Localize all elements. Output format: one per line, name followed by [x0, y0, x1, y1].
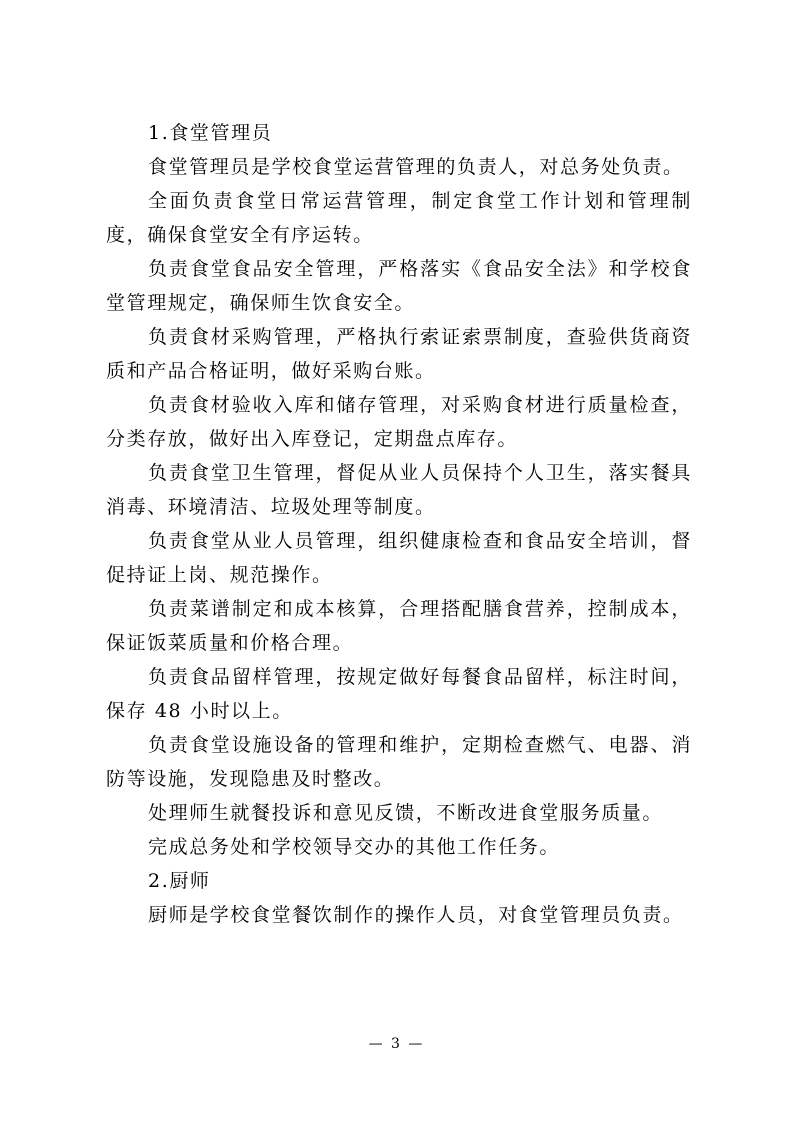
paragraph: 处理师生就餐投诉和意见反馈，不断改进食堂服务质量。 [148, 802, 664, 824]
paragraph: 负责食堂卫生管理，督促从业人员保持个人卫生，落实餐具消毒、环境清洁、垃圾处理等制度。 [106, 462, 692, 518]
paragraph: 全面负责食堂日常运营管理，制定食堂工作计划和管理制度，确保食堂安全有序运转。 [106, 190, 692, 246]
paragraph: 负责食材验收入库和储存管理，对采购食材进行质量检查，分类存放，做好出入库登记，定期盘点库存。 [106, 394, 692, 450]
paragraph: 负责食堂从业人员管理，组织健康检查和食品安全培训，督促持证上岗、规范操作。 [106, 530, 692, 586]
paragraph: 食堂管理员是学校食堂运营管理的负责人，对总务处负责。 [148, 156, 684, 178]
paragraph: 负责食材采购管理，严格执行索证索票制度，查验供货商资质和产品合格证明，做好采购台账。 [106, 326, 692, 382]
paragraph: 负责菜谱制定和成本核算，合理搭配膳食营养，控制成本，保证饭菜质量和价格合理。 [106, 598, 692, 654]
section-heading-canteen-manager: 1.食堂管理员 [148, 122, 273, 144]
paragraph: 负责食堂食品安全管理，严格落实《食品安全法》和学校食堂管理规定，确保师生饮食安全。 [106, 258, 692, 314]
page-number: — 3 — [368, 1036, 425, 1052]
paragraph: 完成总务处和学校领导交办的其他工作任务。 [148, 836, 561, 858]
document-body [106, 116, 692, 932]
section-heading-chef: 2.厨师 [148, 870, 211, 892]
paragraph: 厨师是学校食堂餐饮制作的操作人员，对食堂管理员负责。 [148, 904, 684, 926]
paragraph: 负责食堂设施设备的管理和维护，定期检查燃气、电器、消防等设施，发现隐患及时整改。 [106, 734, 692, 790]
paragraph: 负责食品留样管理，按规定做好每餐食品留样，标注时间，保存 48 小时以上。 [106, 666, 692, 722]
